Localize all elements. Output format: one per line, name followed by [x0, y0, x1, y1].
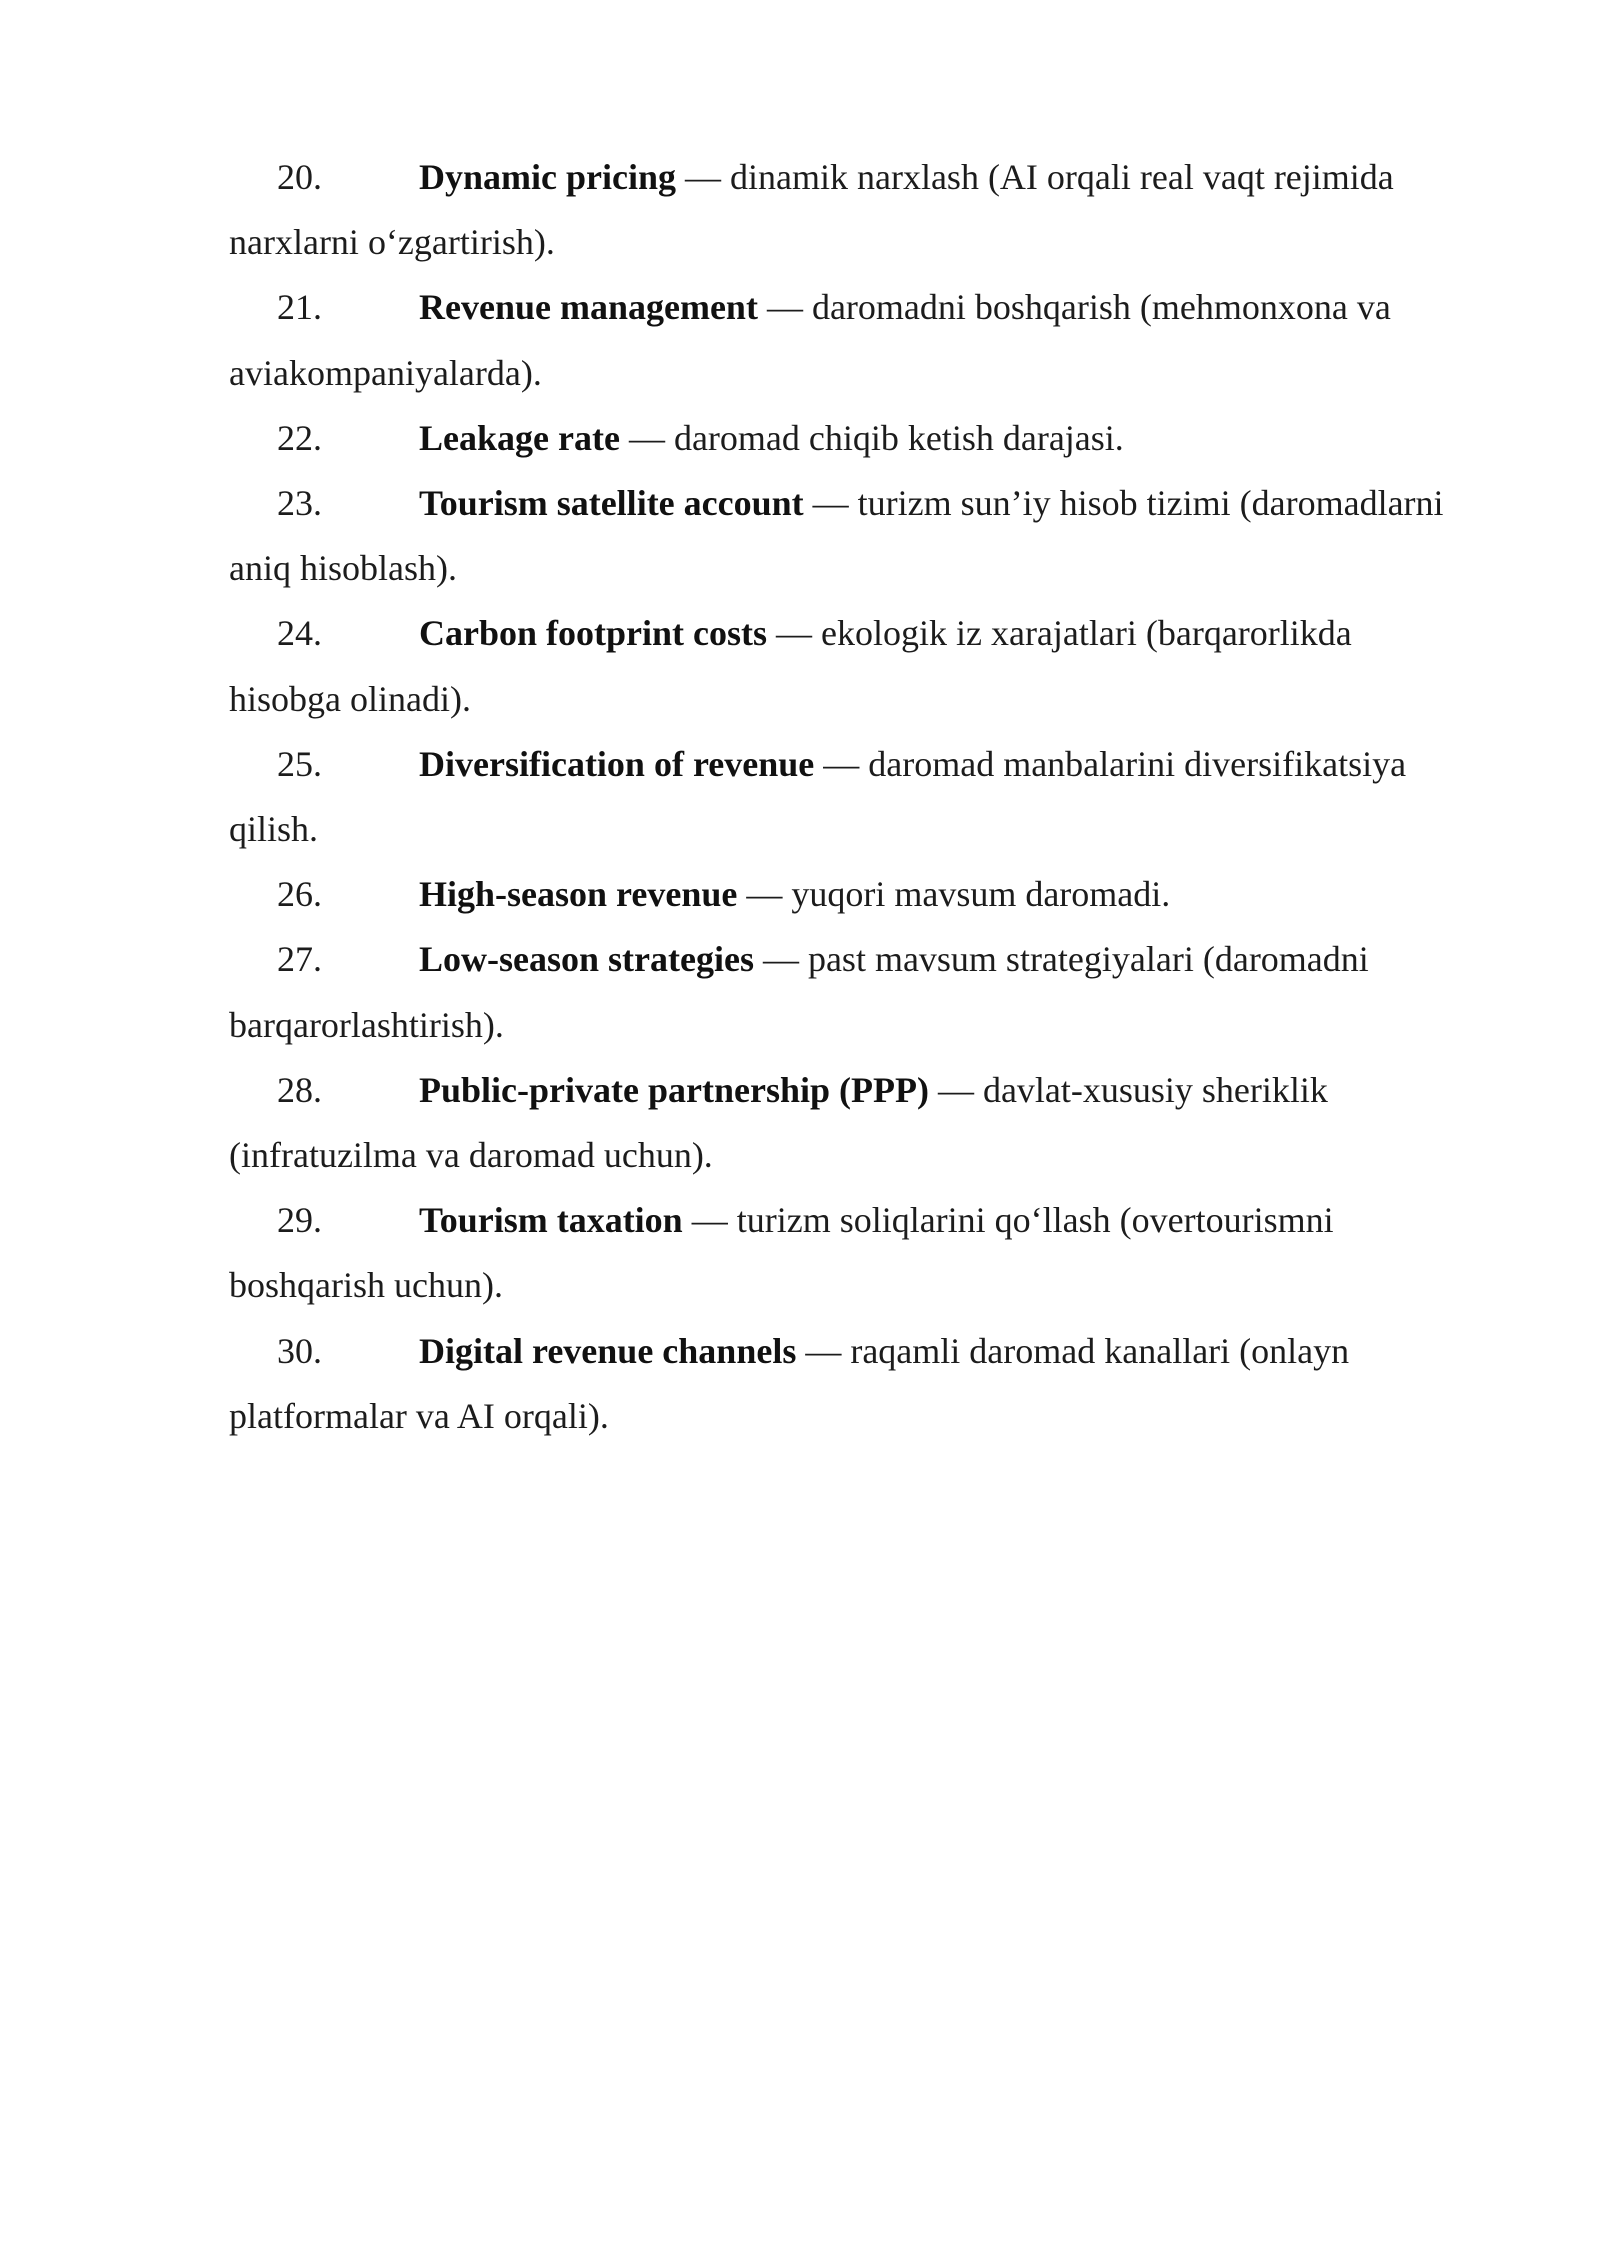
item-number: 23. — [277, 483, 322, 524]
item-definition: — davlat-xususiy sheriklik (infratuzilma va daromad uchun). — [229, 1069, 1328, 1176]
item-term: Carbon footprint costs — [419, 613, 767, 654]
item-term: Public-private partnership (PPP) — [419, 1069, 929, 1110]
item-number: 21. — [277, 287, 322, 328]
item-term: High-season revenue — [419, 874, 738, 915]
glossary-item — [229, 1319, 1464, 1449]
item-definition: — daromad manbalarini diversifikatsiya qilish. — [229, 743, 1407, 850]
item-number: 24. — [277, 613, 322, 654]
item-term: Tourism satellite account — [419, 483, 804, 524]
glossary-item — [229, 601, 1464, 731]
glossary-item — [229, 1058, 1464, 1188]
glossary-item — [229, 406, 1464, 471]
item-number: 27. — [277, 939, 322, 980]
item-term: Dynamic pricing — [419, 157, 676, 197]
item-term: Diversification of revenue — [419, 743, 815, 784]
item-term: Low-season strategies — [419, 939, 754, 980]
item-number: 29. — [277, 1200, 322, 1241]
glossary-item — [229, 275, 1464, 405]
glossary-item — [229, 471, 1464, 601]
item-term: Tourism taxation — [419, 1200, 683, 1241]
glossary-list — [229, 145, 1464, 1449]
glossary-item — [229, 1188, 1464, 1318]
item-number: 22. — [277, 417, 322, 458]
item-definition: — past mavsum strategiyalari (daromadni barqarorlashtirish). — [229, 939, 1369, 1045]
item-definition: — daromad chiqib ketish darajasi. — [619, 417, 1124, 458]
item-term: Digital revenue channels — [419, 1330, 797, 1371]
item-definition: — turizm soliqlarini qo‘llash (overtourismni boshqarish uchun). — [229, 1200, 1334, 1306]
item-term: Leakage rate — [419, 417, 620, 458]
item-number: 28. — [277, 1069, 322, 1110]
item-term: Revenue management — [419, 287, 758, 328]
item-number: 20. — [277, 157, 322, 197]
glossary-item — [229, 145, 1464, 275]
item-number: 26. — [277, 874, 322, 915]
item-number: 30. — [277, 1330, 322, 1371]
item-definition: — dinamik narxlash (AI orqali real vaqt rejimida narxlarni o‘zgartirish). — [229, 157, 1394, 263]
glossary-item — [229, 732, 1464, 862]
item-definition: — yuqori mavsum daromadi. — [737, 874, 1171, 915]
glossary-item — [229, 862, 1464, 927]
glossary-item — [229, 927, 1464, 1057]
item-definition: — daromadni boshqarish (mehmonxona va aviakompaniyalarda). — [229, 287, 1391, 393]
item-number: 25. — [277, 743, 322, 784]
item-definition: — raqamli daromad kanallari (onlayn platformalar va AI orqali). — [229, 1330, 1350, 1436]
item-definition: — ekologik iz xarajatlari (barqarorlikda hisobga olinadi). — [229, 613, 1352, 719]
item-definition: — turizm sun’iy hisob tizimi (daromadlarni aniq hisoblash). — [229, 483, 1444, 589]
